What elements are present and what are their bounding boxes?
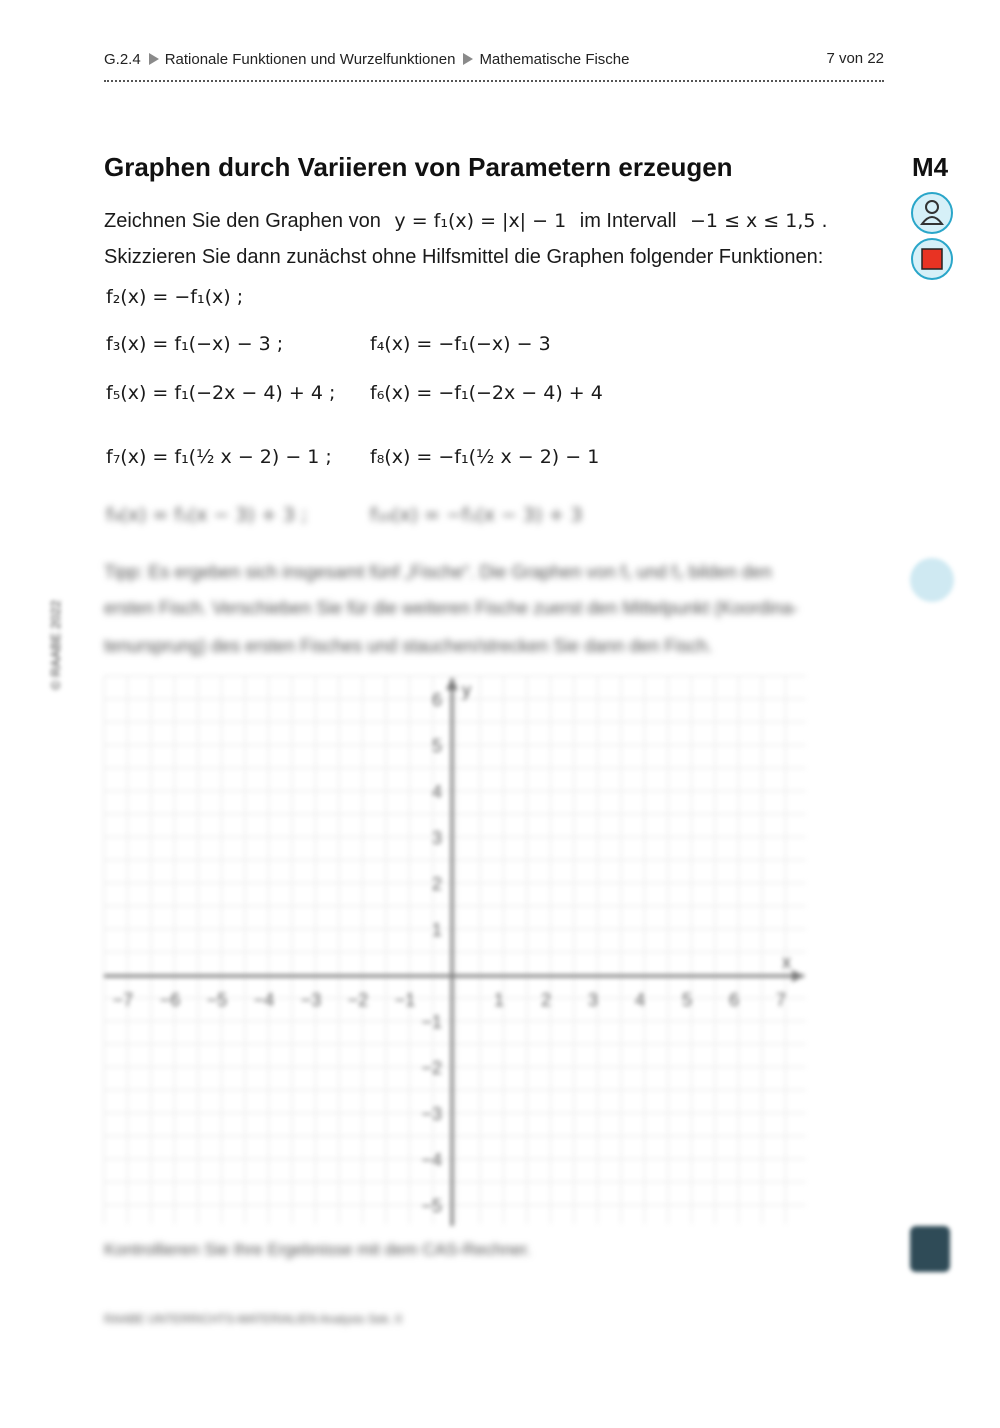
x-tick-label: 1	[493, 990, 505, 1010]
y-tick-label: 3	[431, 828, 442, 848]
x-tick-label: −4	[253, 990, 275, 1010]
breadcrumb-item: G.2.4	[104, 50, 141, 68]
calculator-icon	[910, 1226, 950, 1272]
function-f8: f₈(x) = −f₁(½ x − 2) − 1	[370, 446, 600, 468]
function-f9: f₉(x) = f₁(x − 3) + 3 ;	[106, 504, 308, 526]
breadcrumb-arrow-icon	[149, 53, 159, 65]
y-tick-label: 6	[431, 690, 442, 710]
x-tick-label: 7	[775, 990, 787, 1010]
x-tick-label: −2	[347, 990, 369, 1010]
y-tick-label: −3	[421, 1104, 442, 1124]
page-header	[104, 50, 884, 74]
x-tick-label: −3	[300, 990, 322, 1010]
y-tick-label: −4	[421, 1150, 442, 1170]
intro-mid: im Intervall	[579, 210, 677, 232]
y-tick-label: 5	[431, 736, 442, 756]
page-number: 7 von 22	[826, 50, 884, 67]
cas-note: Kontrollieren Sie Ihre Ergebnisse mit dem CAS-Rechner.	[104, 1240, 532, 1259]
x-tick-label: 3	[587, 990, 599, 1010]
tip-line-2: ersten Fisch. Verschieben Sie für die weiteren Fische zuerst den Mittelpunkt (Koordina-	[104, 598, 799, 618]
y-tick-label: −1	[421, 1012, 442, 1032]
person-icon	[911, 192, 953, 234]
header-divider	[104, 80, 884, 82]
y-tick-label: 4	[431, 782, 442, 802]
material-badge: M4	[912, 152, 949, 182]
x-tick-label: 6	[728, 990, 740, 1010]
y-axis-label: y	[462, 680, 471, 700]
x-axis-arrow	[792, 970, 804, 982]
x-tick-label: −6	[159, 990, 181, 1010]
y-tick-label: 2	[431, 874, 442, 894]
y-tick-label: −2	[421, 1058, 442, 1078]
function-f6: f₆(x) = −f₁(−2x − 4) + 4	[370, 382, 603, 404]
x-axis-label: x	[782, 952, 791, 972]
x-tick-label: 2	[540, 990, 552, 1010]
page-title: Graphen durch Variieren von Parametern erzeugen	[104, 152, 733, 182]
function-f2: f₂(x) = −f₁(x) ;	[106, 286, 244, 308]
f1-formula: y = f₁(x) = |x| − 1	[394, 210, 567, 232]
function-f10: f₁₀(x) = −f₁(x − 3) + 3	[370, 504, 583, 526]
function-f4: f₄(x) = −f₁(−x) − 3	[370, 333, 551, 355]
intro-line-1	[104, 210, 828, 233]
breadcrumb-item: Rationale Funktionen und Wurzelfunktionen	[164, 50, 456, 68]
intro-line-2: Skizzieren Sie dann zunächst ohne Hilfsmittel die Graphen folgender Funktionen:	[104, 246, 824, 268]
y-tick-label: 1	[431, 920, 442, 940]
y-tick-label: −5	[421, 1196, 442, 1216]
function-f3: f₃(x) = f₁(−x) − 3 ;	[106, 333, 284, 355]
tip-line-1: Tipp: Es ergeben sich insgesamt fünf „Fische“. Die Graphen von f₁ und f₂ bilden den	[104, 562, 772, 582]
page-footer: RAABE UNTERRICHTS-MATERIALIEN Analysis Sek. II	[104, 1312, 402, 1326]
tip-line-3: tenursprung) des ersten Fisches und stauchen/strecken Sie dann den Fisch.	[104, 636, 713, 656]
breadcrumb-item: Mathematische Fische	[479, 50, 630, 68]
x-tick-label: 5	[681, 990, 693, 1010]
interval-formula: −1 ≤ x ≤ 1,5 .	[690, 210, 828, 232]
function-f5: f₅(x) = f₁(−2x − 4) + 4 ;	[106, 382, 336, 404]
copyright-note: © RAABE 2022	[48, 600, 63, 690]
x-tick-label: 4	[634, 990, 646, 1010]
breadcrumb-arrow-icon	[463, 53, 473, 65]
x-tick-label: −7	[112, 990, 134, 1010]
lightbulb-icon	[910, 558, 954, 602]
intro-prefix: Zeichnen Sie den Graphen von	[104, 210, 381, 232]
red-square-icon	[911, 238, 953, 280]
coordinate-grid	[100, 670, 810, 1230]
x-tick-label: −1	[394, 990, 416, 1010]
x-tick-label: −5	[206, 990, 228, 1010]
function-f7: f₇(x) = f₁(½ x − 2) − 1 ;	[106, 446, 332, 468]
